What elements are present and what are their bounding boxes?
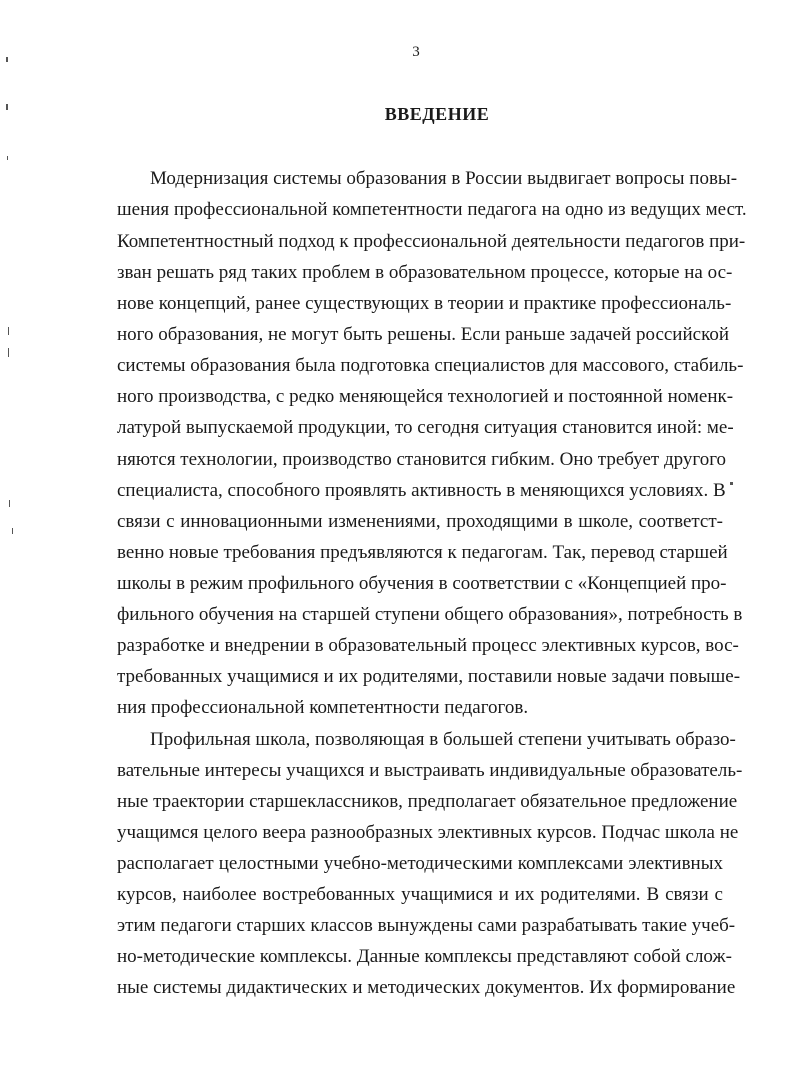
scan-speck [12,528,13,534]
scan-speck [8,348,9,357]
text-line: но-методические комплексы. Данные комплексы представляют собой слож- [117,946,732,967]
text-line: располагает целостными учебно-методическими комплексами элективных [117,853,723,874]
scan-speck [7,156,8,160]
text-line: этим педагоги старших классов вынуждены сами разрабатывать такие учеб- [117,915,736,936]
text-line: фильного обучения на старшей ступени общего образования», потребность в [117,604,743,625]
text-line: ного образования, не могут быть решены. Если раньше задачей российской [117,324,730,345]
scan-speck [8,327,9,335]
text-line: Компетентностный подход к профессиональной деятельности педагогов при- [117,231,746,252]
page-number: 3 [412,44,420,60]
text-line: латурой выпускаемой продукции, то сегодня ситуация становится иной: ме- [117,417,734,438]
section-heading: ВВЕДЕНИЕ [384,104,490,124]
text-line: вательные интересы учащихся и выстраивать индивидуальные образователь- [117,760,743,781]
text-line: зван решать ряд таких проблем в образовательном процессе, которые на ос- [117,262,733,283]
scan-speck [6,104,8,110]
text-line: связи с инновационными изменениями, проходящими в школе, соответст- [117,511,723,532]
text-line: няются технологии, производство становится гибким. Оно требует другого [117,449,727,470]
text-line: нове концепций, ранее существующих в теории и практике профессиональ- [117,293,732,314]
text-line: шения профессиональной компетентности педагога на одно из ведущих мест. [117,199,747,220]
text-line: учащимся целого веера разнообразных элективных курсов. Подчас школа не [117,822,739,843]
text-line: школы в режим профильного обучения в соответствии с «Концепцией про- [117,573,727,594]
text-line: Модернизация системы образования в России выдвигает вопросы повы- [150,168,738,189]
text-line: разработке и внедрении в образовательный процесс элективных курсов, вос- [117,635,739,656]
text-line: венно новые требования предъявляются к педагогам. Так, перевод старшей [117,542,728,563]
text-line: специалиста, способного проявлять активность в меняющихся условиях. В [117,480,726,501]
text-line: ные системы дидактических и методических документов. Их формирование [117,977,736,998]
scan-speck [9,500,10,507]
text-line: курсов, наиболее востребованных учащимися и их родителями. В связи с [117,884,723,905]
text-line: ния профессиональной компетентности педагогов. [117,697,529,718]
text-line: требованных учащимися и их родителями, поставили новые задачи повыше- [117,666,741,687]
scan-speck [730,482,733,485]
scan-speck [6,57,8,62]
text-line: системы образования была подготовка специалистов для массового, стабиль- [117,355,744,376]
text-line: ного производства, с редко меняющейся технологией и постоянной номенк- [117,386,734,407]
text-line: Профильная школа, позволяющая в большей степени учитывать образо- [150,729,736,750]
text-line: ные траектории старшеклассников, предполагает обязательное предложение [117,791,738,812]
